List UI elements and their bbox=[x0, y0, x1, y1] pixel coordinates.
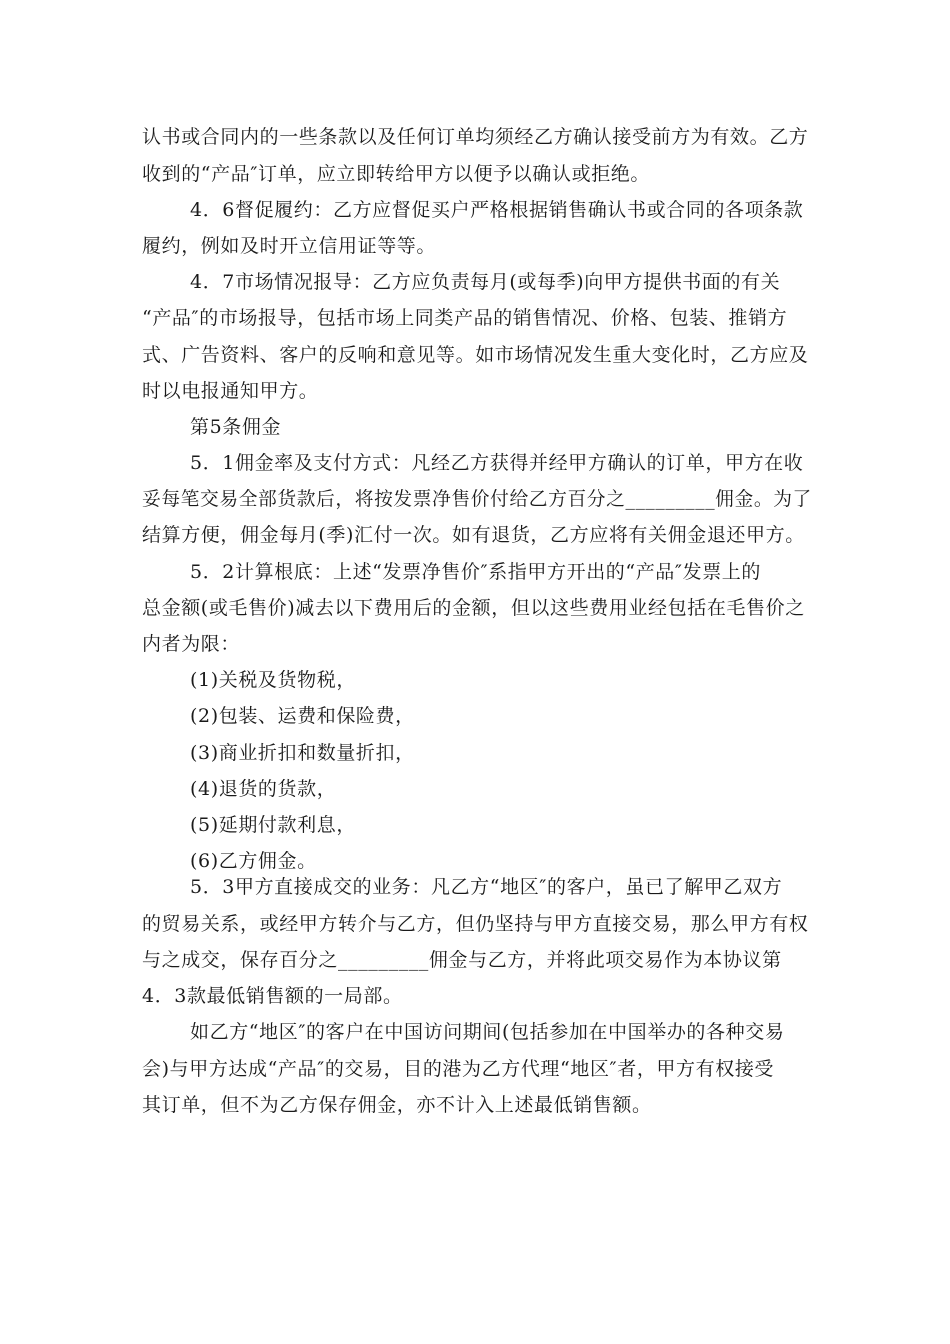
text-line: 如乙方“地区″的客户在中国访问期间(包括参加在中国举办的各种交易 bbox=[190, 1021, 785, 1043]
text-line: 收到的“产品″订单，应立即转给甲方以便予以确认或拒绝。 bbox=[142, 163, 651, 185]
text-line: 与之成交，保存百分之_________佣金与乙方，并将此项交易作为本协议第 bbox=[142, 949, 782, 971]
list-item: (4)退货的货款， bbox=[190, 778, 337, 800]
section-heading: 第5条佣金 bbox=[190, 416, 282, 438]
text-line: 5．3甲方直接成交的业务：凡乙方“地区″的客户，虽已了解甲乙双方 bbox=[190, 876, 783, 898]
text-line: 4．7市场情况报导：乙方应负责每月(或每季)向甲方提供书面的有关 bbox=[190, 271, 781, 293]
text-line: 其订单，但不为乙方保存佣金，亦不计入上述最低销售额。 bbox=[142, 1094, 652, 1116]
list-item: (6)乙方佣金。 bbox=[190, 850, 317, 872]
text-line: 履约，例如及时开立信用证等等。 bbox=[142, 235, 437, 257]
text-line: 结算方便，佣金每月(季)汇付一次。如有退货，乙方应将有关佣金退还甲方。 bbox=[142, 524, 805, 546]
text-line: 的贸易关系，或经甲方转介与乙方，但仍坚持与甲方直接交易，那么甲方有权 bbox=[142, 913, 809, 935]
text-line: 5．1佣金率及支付方式：凡经乙方获得并经甲方确认的订单，甲方在收 bbox=[190, 452, 804, 474]
list-item: (2)包装、运费和保险费， bbox=[190, 705, 415, 727]
list-item: (5)延期付款利息， bbox=[190, 814, 356, 836]
text-line: 总金额(或毛售价)减去以下费用后的金额，但以这些费用业经包括在毛售价之 bbox=[142, 597, 805, 619]
text-line: 4．6督促履约：乙方应督促买户严格根据销售确认书或合同的各项条款 bbox=[190, 199, 804, 221]
text-line: 4．3款最低销售额的一局部。 bbox=[142, 985, 403, 1007]
list-item: (1)关税及货物税， bbox=[190, 669, 356, 691]
list-item: (3)商业折扣和数量折扣， bbox=[190, 742, 415, 764]
text-line: 内者为限： bbox=[142, 633, 241, 655]
text-line: 式、广告资料、客户的反响和意见等。如市场情况发生重大变化时，乙方应及 bbox=[142, 344, 809, 366]
text-line: 妥每笔交易全部货款后，将按发票净售价付给乙方百分之_________佣金。为了 bbox=[142, 488, 812, 510]
text-line: 时以电报通知甲方。 bbox=[142, 380, 319, 402]
text-line: 认书或合同内的一些条款以及任何订单均须经乙方确认接受前方为有效。乙方 bbox=[142, 126, 809, 148]
text-line: “产品″的市场报导，包括市场上同类产品的销售情况、价格、包装、推销方 bbox=[142, 307, 788, 329]
text-line: 会)与甲方达成“产品″的交易，目的港为乙方代理“地区″者，甲方有权接受 bbox=[142, 1058, 775, 1080]
text-line: 5．2计算根底：上述“发票净售价″系指甲方开出的“产品″发票上的 bbox=[190, 561, 761, 583]
